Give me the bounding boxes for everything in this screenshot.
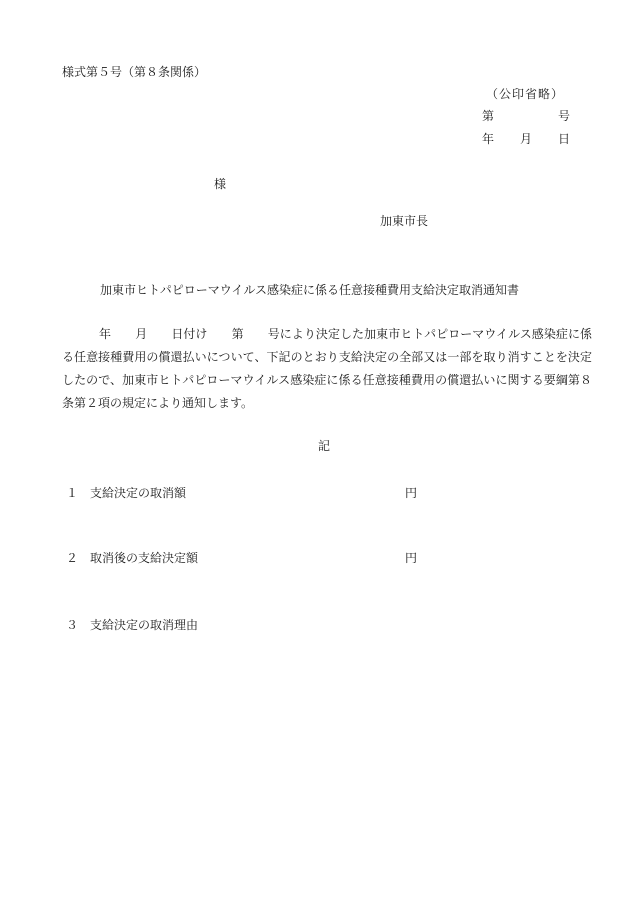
item-number: ２ <box>66 551 79 565</box>
item-number: １ <box>66 486 79 500</box>
item-label: 支給決定の取消理由 <box>90 618 199 632</box>
document-number-suffix: 号 <box>557 109 570 123</box>
document-title: 加東市ヒトパピローマウイルス感染症に係る任意接種費用支給決定取消通知書 <box>100 283 520 297</box>
document-number-prefix: 第 <box>482 109 495 123</box>
item-label: 支給決定の取消額 <box>90 486 187 500</box>
body-paragraph <box>62 323 592 415</box>
body-paragraph-text: 年 月 日付け 第 号により決定した加東市ヒトパピローマウイルス感染症に係る任意接種費用の償還払いについて、下記のとおり支給決定の全部又は一部を取り消すことを決定したので、加東市ヒトパピローマウイルス感染症に係る任意接種費用の償還払いに関する要綱第８条第２項の規定により通知します。 <box>62 327 592 410</box>
document-date <box>482 132 570 146</box>
item-amount-after-cancel <box>62 551 198 565</box>
date-month-label: 月 <box>519 132 532 146</box>
document-number <box>482 109 570 123</box>
item-cancel-reason <box>62 618 198 632</box>
seal-omitted-note: （公印省略） <box>486 87 565 101</box>
item-cancel-amount <box>62 486 186 500</box>
ki-heading: 記 <box>318 439 331 453</box>
sender-name: 加東市長 <box>380 214 429 228</box>
form-number: 様式第５号（第８条関係） <box>62 65 207 79</box>
date-year-label: 年 <box>482 132 495 146</box>
item-number: ３ <box>66 618 79 632</box>
addressee-honorific: 様 <box>214 177 227 191</box>
date-day-label: 日 <box>557 132 570 146</box>
item-cancel-amount-unit: 円 <box>405 486 418 500</box>
item-label: 取消後の支給決定額 <box>90 551 199 565</box>
item-amount-after-cancel-unit: 円 <box>405 551 418 565</box>
